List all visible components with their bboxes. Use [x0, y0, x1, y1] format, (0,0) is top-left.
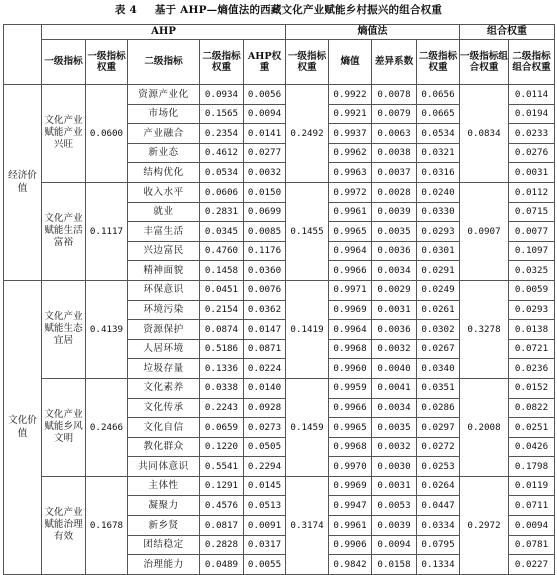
entropy-l2-weight: 0.0656: [417, 85, 460, 105]
ahp-weight: 0.0094: [244, 104, 286, 124]
entropy-l2-weight: 0.0293: [417, 222, 460, 242]
combined-l2-weight: 0.0138: [509, 320, 555, 340]
ahp-weight: 0.0277: [244, 143, 286, 163]
combined-l1-weight: 0.0834: [460, 85, 509, 183]
table-caption: [0, 2, 557, 20]
l2-indicator: 资源产业化: [128, 85, 200, 105]
ahp-l1-weight: 0.1678: [86, 476, 128, 574]
entropy-l2-weight: 0.0286: [417, 398, 460, 418]
entropy-value: 0.9969: [329, 300, 372, 320]
entropy-value: 0.9965: [329, 222, 372, 242]
diff-coefficient: 0.0039: [372, 516, 417, 536]
l2-indicator: 丰富生活: [128, 222, 200, 242]
entropy-l2-weight: 0.0321: [417, 143, 460, 163]
header-ahp: AHP: [42, 25, 286, 40]
diff-coefficient: 0.0158: [372, 555, 417, 575]
diff-coefficient: 0.0041: [372, 378, 417, 398]
combined-l2-weight: 0.0031: [509, 163, 555, 183]
l1-indicator: 文化产业赋能生活富裕: [42, 182, 86, 280]
ahp-weight: 0.2294: [244, 457, 286, 477]
ahp-weight: 0.0505: [244, 437, 286, 457]
diff-coefficient: 0.0035: [372, 222, 417, 242]
l1-indicator: 文化产业赋能治理有效: [42, 476, 86, 574]
entropy-l2-weight: 0.0447: [417, 496, 460, 516]
diff-coefficient: 0.0028: [372, 182, 417, 202]
l2-indicator: 收入水平: [128, 182, 200, 202]
header-l2-weight-ent: 二级指标权重: [417, 40, 460, 85]
ahp-weight: 0.0150: [244, 182, 286, 202]
ahp-l1-weight: 0.2466: [86, 378, 128, 476]
ahp-weight: 0.0055: [244, 555, 286, 575]
diff-coefficient: 0.0094: [372, 535, 417, 555]
entropy-l2-weight: 0.0272: [417, 437, 460, 457]
header-ahp-weight: AHP权重: [244, 40, 286, 85]
ahp-l2-weight: 0.2354: [200, 124, 244, 144]
entropy-l2-weight: 0.0302: [417, 320, 460, 340]
header-l2-indicator: 二级指标: [128, 40, 200, 85]
entropy-value: 0.9968: [329, 339, 372, 359]
entropy-l2-weight: 0.0665: [417, 104, 460, 124]
l2-indicator: 人居环境: [128, 339, 200, 359]
combined-l2-weight: 0.0293: [509, 300, 555, 320]
diff-coefficient: 0.0079: [372, 104, 417, 124]
table-title: 基于 AHP—熵值法的西藏文化产业赋能乡村振兴的组合权重: [154, 4, 443, 16]
header-column-row: [4, 40, 555, 85]
entropy-value: 0.9922: [329, 85, 372, 105]
entropy-l2-weight: 0.0301: [417, 241, 460, 261]
entropy-l2-weight: 0.0351: [417, 378, 460, 398]
combined-l2-weight: 0.0194: [509, 104, 555, 124]
diff-coefficient: 0.0034: [372, 398, 417, 418]
diff-coefficient: 0.0032: [372, 437, 417, 457]
entropy-value: 0.9969: [329, 476, 372, 496]
combined-l2-weight: 0.0236: [509, 359, 555, 379]
diff-coefficient: 0.0038: [372, 143, 417, 163]
ahp-l2-weight: 0.0338: [200, 378, 244, 398]
entropy-value: 0.9963: [329, 163, 372, 183]
combined-l2-weight: 0.0119: [509, 476, 555, 496]
l2-indicator: 主体性: [128, 476, 200, 496]
table-body: [4, 85, 555, 575]
header-corner: [4, 25, 42, 85]
ahp-weight: 0.0360: [244, 261, 286, 281]
entropy-l1-weight: 0.2492: [286, 85, 329, 183]
l2-indicator: 结构优化: [128, 163, 200, 183]
entropy-value: 0.9962: [329, 143, 372, 163]
entropy-value: 0.9968: [329, 437, 372, 457]
diff-coefficient: 0.0040: [372, 359, 417, 379]
ahp-l2-weight: 0.5541: [200, 457, 244, 477]
diff-coefficient: 0.0029: [372, 280, 417, 300]
header-l1-indicator: 一级指标: [42, 40, 86, 85]
entropy-value: 0.9966: [329, 398, 372, 418]
entropy-l2-weight: 0.0249: [417, 280, 460, 300]
ahp-l2-weight: 0.1336: [200, 359, 244, 379]
table-row: [4, 85, 555, 105]
diff-coefficient: 0.0030: [372, 457, 417, 477]
entropy-value: 0.9960: [329, 359, 372, 379]
entropy-value: 0.9965: [329, 418, 372, 438]
group-label: 经济价值: [4, 85, 42, 281]
l1-indicator: 文化产业赋能乡风文明: [42, 378, 86, 476]
entropy-l2-weight: 0.0795: [417, 535, 460, 555]
group-label: 文化价值: [4, 280, 42, 574]
ahp-l2-weight: 0.2243: [200, 398, 244, 418]
combined-l2-weight: 0.1097: [509, 241, 555, 261]
l2-indicator: 新乡贤: [128, 516, 200, 536]
entropy-l2-weight: 0.0253: [417, 457, 460, 477]
entropy-l1-weight: 0.1419: [286, 280, 329, 378]
ahp-l2-weight: 0.2831: [200, 202, 244, 222]
combined-l1-weight: 0.2972: [460, 476, 509, 574]
header-ent-l1-weight: 一级指标权重: [286, 40, 329, 85]
ahp-weight: 0.0145: [244, 476, 286, 496]
l2-indicator: 环境污染: [128, 300, 200, 320]
entropy-l2-weight: 0.0291: [417, 261, 460, 281]
l2-indicator: 市场化: [128, 104, 200, 124]
combined-l1-weight: 0.0907: [460, 182, 509, 280]
ahp-weight: 0.0091: [244, 516, 286, 536]
ahp-l1-weight: 0.1117: [86, 182, 128, 280]
ahp-weight: 0.0871: [244, 339, 286, 359]
header-l1-weight: 一级指标权重: [86, 40, 128, 85]
ahp-weight: 0.0928: [244, 398, 286, 418]
diff-coefficient: 0.0078: [372, 85, 417, 105]
entropy-value: 0.9961: [329, 516, 372, 536]
l2-indicator: 凝聚力: [128, 496, 200, 516]
combined-l1-weight: 0.3278: [460, 280, 509, 378]
combined-l2-weight: 0.0152: [509, 378, 555, 398]
ahp-weight: 0.0076: [244, 280, 286, 300]
combined-l2-weight: 0.0276: [509, 143, 555, 163]
table-row: [4, 378, 555, 398]
diff-coefficient: 0.0037: [372, 163, 417, 183]
combined-l2-weight: 0.0233: [509, 124, 555, 144]
combined-l2-weight: 0.0781: [509, 535, 555, 555]
ahp-weight: 0.0056: [244, 85, 286, 105]
l2-indicator: 文化素养: [128, 378, 200, 398]
diff-coefficient: 0.0039: [372, 202, 417, 222]
entropy-l2-weight: 0.0261: [417, 300, 460, 320]
ahp-weight: 0.0317: [244, 535, 286, 555]
ahp-l2-weight: 0.0534: [200, 163, 244, 183]
table-row: [4, 182, 555, 202]
diff-coefficient: 0.0053: [372, 496, 417, 516]
ahp-l2-weight: 0.4760: [200, 241, 244, 261]
entropy-l2-weight: 0.0264: [417, 476, 460, 496]
combined-l2-weight: 0.0426: [509, 437, 555, 457]
entropy-value: 0.9961: [329, 202, 372, 222]
header-entropy: 熵值法: [286, 25, 460, 40]
combined-l2-weight: 0.0114: [509, 85, 555, 105]
ahp-l2-weight: 0.0874: [200, 320, 244, 340]
diff-coefficient: 0.0034: [372, 261, 417, 281]
ahp-l2-weight: 0.0451: [200, 280, 244, 300]
diff-coefficient: 0.0031: [372, 476, 417, 496]
ahp-weight: 0.1176: [244, 241, 286, 261]
entropy-value: 0.9842: [329, 555, 372, 575]
ahp-weight: 0.0085: [244, 222, 286, 242]
entropy-value: 0.9971: [329, 280, 372, 300]
table-row: [4, 280, 555, 300]
l2-indicator: 新业态: [128, 143, 200, 163]
ahp-l2-weight: 0.2828: [200, 535, 244, 555]
combined-l2-weight: 0.0059: [509, 280, 555, 300]
l1-indicator: 文化产业赋能产业兴旺: [42, 85, 86, 183]
entropy-value: 0.9964: [329, 320, 372, 340]
header-l2-combined: 二级指标组合权重: [509, 40, 555, 85]
ahp-weight: 0.0273: [244, 418, 286, 438]
ahp-l2-weight: 0.4612: [200, 143, 244, 163]
entropy-value: 0.9972: [329, 182, 372, 202]
entropy-l1-weight: 0.3174: [286, 476, 329, 574]
table-row: [4, 476, 555, 496]
diff-coefficient: 0.0031: [372, 300, 417, 320]
entropy-l2-weight: 0.0334: [417, 516, 460, 536]
header-diff-coef: 差异系数: [372, 40, 417, 85]
combined-l2-weight: 0.0325: [509, 261, 555, 281]
ahp-weight: 0.0147: [244, 320, 286, 340]
ahp-l2-weight: 0.2154: [200, 300, 244, 320]
diff-coefficient: 0.0036: [372, 320, 417, 340]
diff-coefficient: 0.0032: [372, 339, 417, 359]
ahp-weight: 0.0224: [244, 359, 286, 379]
combined-l2-weight: 0.0094: [509, 516, 555, 536]
combined-l1-weight: 0.2008: [460, 378, 509, 476]
entropy-l2-weight: 0.0297: [417, 418, 460, 438]
entropy-l2-weight: 0.0330: [417, 202, 460, 222]
entropy-value: 0.9964: [329, 241, 372, 261]
ahp-weight: 0.0140: [244, 378, 286, 398]
diff-coefficient: 0.0035: [372, 418, 417, 438]
l1-indicator: 文化产业赋能生态宜居: [42, 280, 86, 378]
ahp-l2-weight: 0.0817: [200, 516, 244, 536]
l2-indicator: 兴边富民: [128, 241, 200, 261]
entropy-l2-weight: 0.1334: [417, 555, 460, 575]
combined-l2-weight: 0.0721: [509, 339, 555, 359]
entropy-value: 0.9906: [329, 535, 372, 555]
combined-l2-weight: 0.0251: [509, 418, 555, 438]
l2-indicator: 环保意识: [128, 280, 200, 300]
ahp-l2-weight: 0.0606: [200, 182, 244, 202]
combined-l2-weight: 0.0112: [509, 182, 555, 202]
entropy-value: 0.9921: [329, 104, 372, 124]
ahp-weight: 0.0699: [244, 202, 286, 222]
combined-l2-weight: 0.0227: [509, 555, 555, 575]
entropy-l2-weight: 0.0316: [417, 163, 460, 183]
ahp-weight: 0.0513: [244, 496, 286, 516]
ahp-weight: 0.0362: [244, 300, 286, 320]
entropy-l2-weight: 0.0240: [417, 182, 460, 202]
ahp-l2-weight: 0.1458: [200, 261, 244, 281]
ahp-weight: 0.0141: [244, 124, 286, 144]
l2-indicator: 团结稳定: [128, 535, 200, 555]
entropy-l2-weight: 0.0534: [417, 124, 460, 144]
l2-indicator: 产业融合: [128, 124, 200, 144]
l2-indicator: 共同体意识: [128, 457, 200, 477]
combined-weight-table: [3, 24, 555, 575]
ahp-l2-weight: 0.4576: [200, 496, 244, 516]
ahp-l2-weight: 0.1220: [200, 437, 244, 457]
l2-indicator: 精神面貌: [128, 261, 200, 281]
header-l1-combined: 一级指标组合权重: [460, 40, 509, 85]
header-combined: 组合权重: [460, 25, 555, 40]
header-group-row: [4, 25, 555, 40]
entropy-l2-weight: 0.0267: [417, 339, 460, 359]
combined-l2-weight: 0.0077: [509, 222, 555, 242]
ahp-l2-weight: 0.0489: [200, 555, 244, 575]
combined-l2-weight: 0.0711: [509, 496, 555, 516]
entropy-l2-weight: 0.0340: [417, 359, 460, 379]
l2-indicator: 文化传承: [128, 398, 200, 418]
combined-l2-weight: 0.0822: [509, 398, 555, 418]
header-l2-weight: 二级指标权重: [200, 40, 244, 85]
ahp-l2-weight: 0.0659: [200, 418, 244, 438]
ahp-l1-weight: 0.0600: [86, 85, 128, 183]
header-entropy-value: 熵值: [329, 40, 372, 85]
ahp-l2-weight: 0.5186: [200, 339, 244, 359]
entropy-value: 0.9947: [329, 496, 372, 516]
ahp-l2-weight: 0.0934: [200, 85, 244, 105]
ahp-weight: 0.0032: [244, 163, 286, 183]
l2-indicator: 教化群众: [128, 437, 200, 457]
l2-indicator: 就业: [128, 202, 200, 222]
l2-indicator: 治理能力: [128, 555, 200, 575]
l2-indicator: 文化自信: [128, 418, 200, 438]
entropy-l1-weight: 0.1455: [286, 182, 329, 280]
table-number: 表 4: [114, 4, 137, 16]
combined-l2-weight: 0.1798: [509, 457, 555, 477]
ahp-l2-weight: 0.0345: [200, 222, 244, 242]
diff-coefficient: 0.0036: [372, 241, 417, 261]
l2-indicator: 资源保护: [128, 320, 200, 340]
ahp-l2-weight: 0.1565: [200, 104, 244, 124]
entropy-l1-weight: 0.1459: [286, 378, 329, 476]
entropy-value: 0.9959: [329, 378, 372, 398]
entropy-value: 0.9970: [329, 457, 372, 477]
diff-coefficient: 0.0063: [372, 124, 417, 144]
combined-l2-weight: 0.0715: [509, 202, 555, 222]
entropy-value: 0.9966: [329, 261, 372, 281]
ahp-l2-weight: 0.1291: [200, 476, 244, 496]
l2-indicator: 垃圾存量: [128, 359, 200, 379]
entropy-value: 0.9937: [329, 124, 372, 144]
ahp-l1-weight: 0.4139: [86, 280, 128, 378]
